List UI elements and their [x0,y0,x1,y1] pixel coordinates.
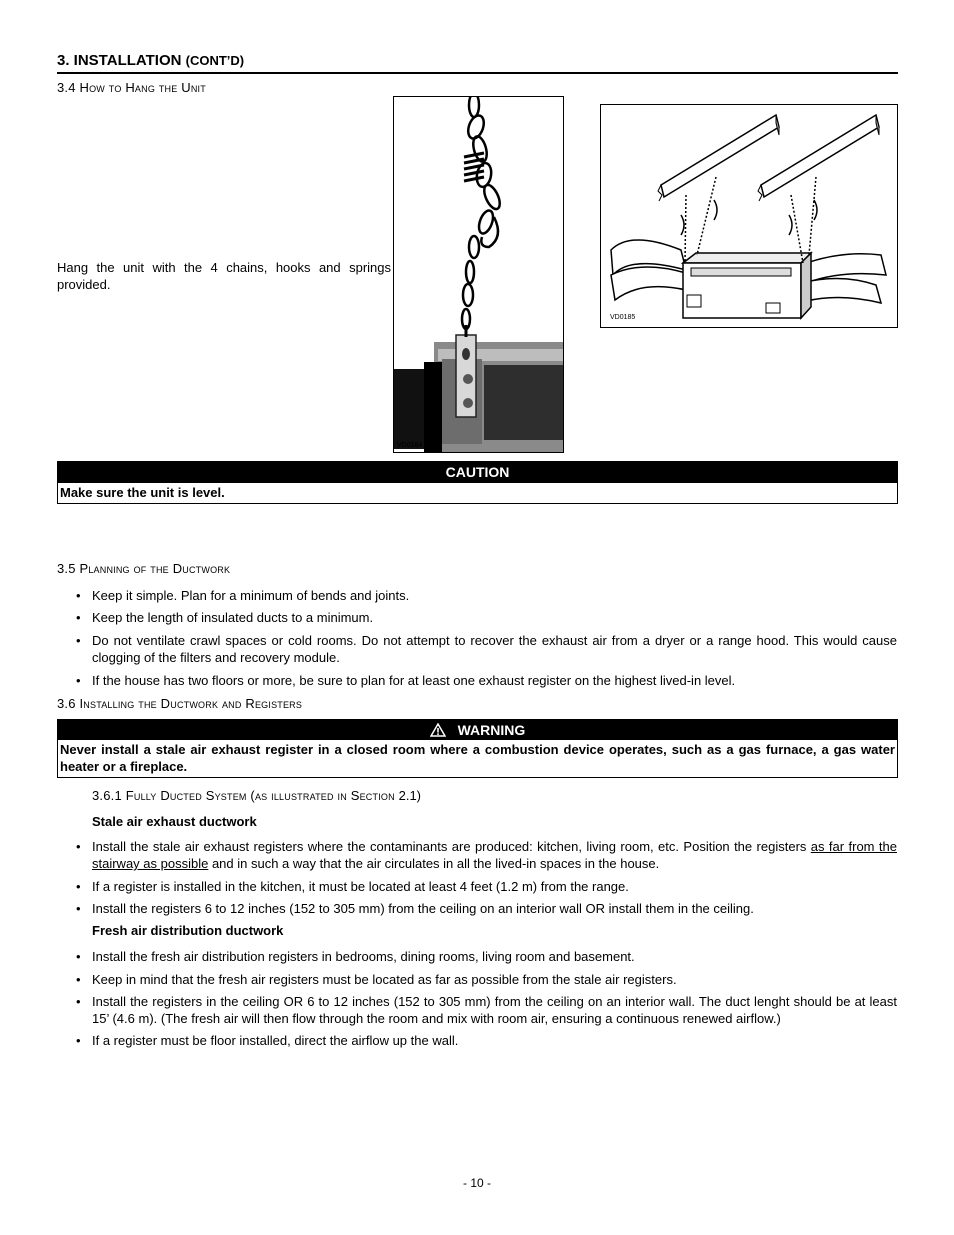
section-rule [57,72,898,74]
list-item: • Keep it simple. Plan for a minimum of bends and joints. [57,587,897,604]
list-item: • Install the stale air exhaust registers where the contaminants are produced: kitchen, living room, etc. Position the registers as far from the stairway as possible and in such a way that the air circulates in all the lived-in spaces in the house. [57,838,897,872]
warning-header [58,720,897,740]
figure-label-vd0184: VD0184 [397,442,423,449]
list-item: • If the house has two floors or more, be sure to plan for at least one exhaust register on the highest lived-in level. [57,672,897,689]
list-item: • If a register must be floor installed, direct the airflow up the wall. [57,1032,897,1049]
list-item: • Keep the length of insulated ducts to a minimum. [57,609,897,626]
stale-air-list [57,838,897,917]
list-item: • Do not ventilate crawl spaces or cold rooms. Do not attempt to recover the exhaust air from a dryer or a range hood. This would cause clogging of the filters and recovery module. [57,632,897,666]
fresh-air-list [57,948,897,1049]
list-item: • If a register is installed in the kitchen, it must be located at least 4 feet (1.2 m) from the range. [57,878,897,895]
section-title-text: 3. INSTALLATION [57,52,182,69]
list-item: • Install the fresh air distribution registers in bedrooms, dining rooms, living room and basement. [57,948,897,965]
figure-chain-closeup [393,96,564,453]
section-title [57,52,244,69]
heading-3-4: 3.4 How to Hang the Unit [57,80,206,95]
warning-triangle-icon [430,722,458,738]
caution-text: Make sure the unit is level. [60,485,225,500]
fresh-air-title: Fresh air distribution ductwork [92,923,284,938]
hang-unit-text: Hang the unit with the 4 chains, hooks and springs provided. [57,260,391,292]
list-item: • Install the registers in the ceiling OR 6 to 12 inches (152 to 305 mm) from the ceiling on an interior wall. The duct lenght should be at least 15’ (4.6 m). (The fresh air will then flow through the room and mix with room air, ensuring a continuous renewed airflow.) [57,993,897,1027]
caution-box [57,461,898,504]
figure-hung-unit [600,104,898,328]
heading-3-6-1-num: 2.1) [398,788,422,803]
warning-box [57,719,898,778]
caution-title: CAUTION [58,462,897,483]
heading-3-6: 3.6 Installing the Ductwork and Registers [57,696,303,711]
chain-closeup-illustration [394,97,563,452]
warning-text: Never install a stale air exhaust register in a closed room where a combustion device operates, such as a gas furnace, a gas water heater or a fireplace. [60,742,895,774]
figure-label-vd0185: VD0185 [610,314,636,321]
stale-air-title: Stale air exhaust ductwork [92,814,257,829]
section-title-suffix: (CONT’D) [185,53,245,68]
heading-3-5: 3.5 Planning of the Ductwork [57,561,231,576]
heading-3-6-1-text: 3.6.1 Fully Ducted System (as illustrated in Section [92,788,399,803]
list-item: • Keep in mind that the fresh air registers must be located as far as possible from the stale air registers. [57,971,897,988]
ductwork-planning-list [57,587,897,689]
list-item: • Install the registers 6 to 12 inches (152 to 305 mm) from the ceiling on an interior wall OR install them in the ceiling. [57,900,897,917]
page-number: - 10 - [462,1176,491,1190]
hung-unit-illustration [601,105,897,327]
heading-3-6-1 [92,788,421,803]
warning-title: WARNING [457,722,526,738]
